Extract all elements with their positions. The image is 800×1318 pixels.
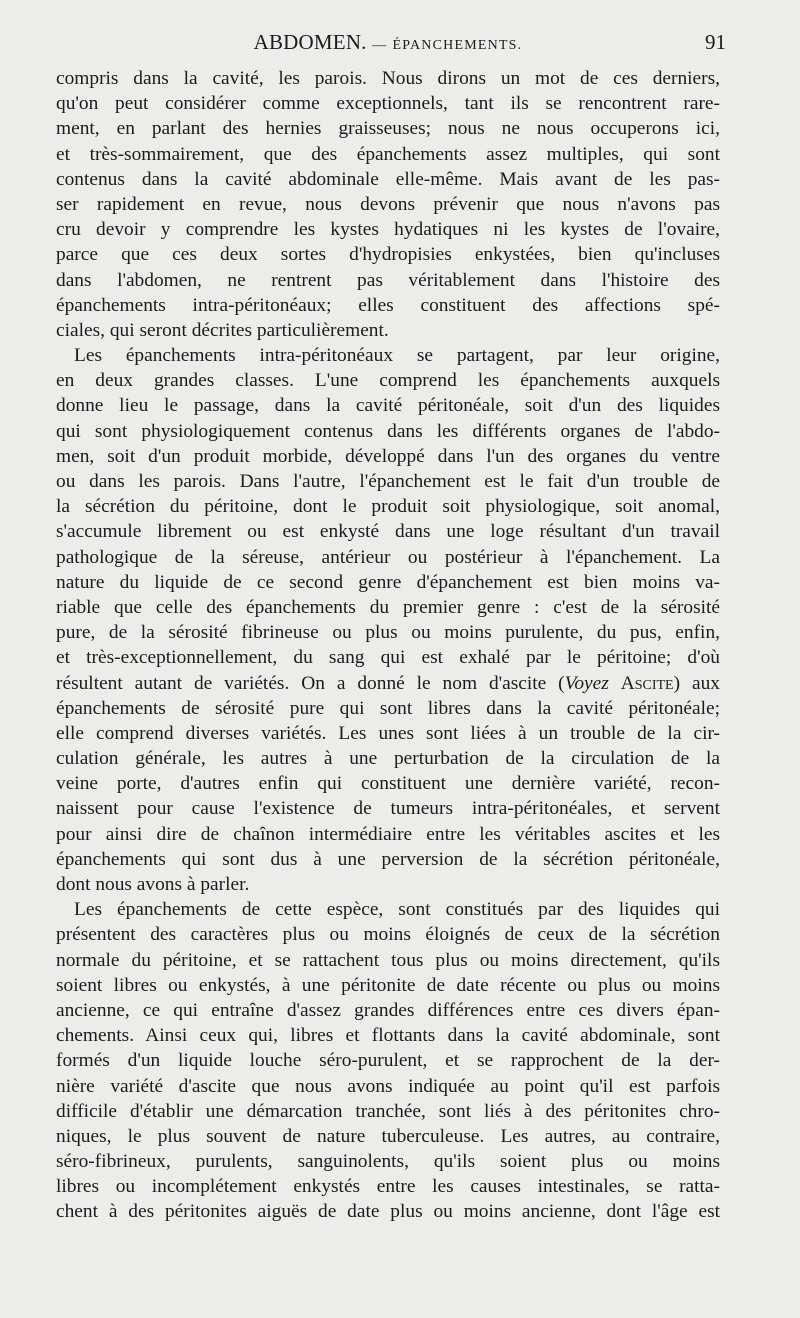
text-line: Les épanchements intra-péritonéaux se partagent, par leur origine, [74,345,720,367]
text-line: niques, le plus souvent de nature tuberculeuse. Les autres, au contraire, [56,1125,720,1147]
text-line: parce que ces deux sortes d'hydropisies enkystées, bien qu'incluses [56,244,720,266]
text-line: difficile d'établir une démarcation tranchée, sont liés à des péritonites chro- [56,1100,720,1122]
text-line: ancienne, ce qui entraîne d'assez grandes différences entre ces divers épan- [56,999,720,1021]
title-sub: ÉPANCHEMENTS. [392,38,523,53]
text-line: pathologique de la séreuse, antérieur ou postérieur à l'épanchement. La [56,546,720,568]
page-number: 91 [705,30,726,54]
text-line: naissent pour cause l'existence de tumeurs intra-péritonéales, et servent [56,798,720,820]
text-line: dont nous avons à parler. [56,874,250,895]
text-line: pour ainsi dire de chaînon intermédiaire entre les véritables ascites et les [56,823,720,845]
text-line: donne lieu le passage, dans la cavité péritonéale, soit d'un des liquides [56,395,720,417]
running-title [56,30,720,55]
title-dash: — [372,38,388,53]
text-line: Les épanchements de cette espèce, sont constitués par des liquides qui [74,899,720,921]
text-line: séro-fibrineux, purulents, sanguinolents, qu'ils soient plus ou moins [56,1151,720,1173]
text-line: résultent autant de variétés. On a donné le nom d'ascite (Voyez Ascite) aux [56,672,720,694]
text-line: men, soit d'un produit morbide, développé dans l'un des organes du ventre [56,445,720,467]
paragraph [56,66,720,343]
text-line: qu'on peut considérer comme exceptionnels, tant ils se rencontrent rare- [56,93,720,115]
text-line: épanchements intra-péritonéaux; elles constituent des affections spé- [56,294,720,316]
text-line: cru devoir y comprendre les kystes hydatiques ni les kystes de l'ovaire, [56,219,720,241]
text-line: normale du péritoine, et se rattachent tous plus ou moins directement, qu'ils [56,949,720,971]
text-line: présentent des caractères plus ou moins éloignés de ceux de la sécrétion [56,924,720,946]
text-line: la sécrétion du péritoine, dont le produit soit physiologique, soit anomal, [56,496,720,518]
text-line: chements. Ainsi ceux qui, libres et flottants dans la cavité abdominale, sont [56,1025,720,1047]
body-text [56,66,720,1225]
text-line: pure, de la sérosité fibrineuse ou plus ou moins purulente, du pus, enfin, [56,622,720,644]
text-line: chent à des péritonites aiguës de date plus ou moins ancienne, dont l'âge est [56,1201,720,1223]
text-line: dans l'abdomen, ne rentrent pas véritablement dans l'histoire des [56,269,720,291]
text-line: libres ou incomplétement enkystés entre les causes intestinales, se ratta- [56,1176,720,1198]
text-line: qui sont physiologiquement contenus dans les différents organes de l'abdo- [56,420,720,442]
paragraph [56,343,720,897]
text-line: ou dans les parois. Dans l'autre, l'épanchement est le fait d'un trouble de [56,471,720,492]
paragraph [56,897,720,1224]
text-line: s'accumule librement ou est enkysté dans une loge résultant d'un travail [56,521,720,543]
text-line: ment, en parlant des hernies graisseuses; nous ne nous occuperons ici, [56,118,720,140]
text-line: riable que celle des épanchements du premier genre : c'est de la sérosité [56,596,720,618]
text-line: nière variété d'ascite que nous avons indiquée au point qu'il est parfois [56,1075,720,1097]
text-line: compris dans la cavité, les parois. Nous dirons un mot de ces derniers, [56,68,720,89]
text-line: et très-exceptionnellement, du sang qui est exhalé par le péritoine; d'où [56,647,720,669]
text-line: épanchements qui sont dus à une perversion de la sécrétion péritonéale, [56,848,720,870]
text-line: épanchements de sérosité pure qui sont libres dans la cavité péritonéale; [56,697,720,719]
text-line: ciales, qui seront décrites particulièrement. [56,319,389,341]
text-line: culation générale, les autres à une perturbation de la circulation de la [56,748,720,770]
text-line: soient libres ou enkystés, à une péritonite de date récente ou plus ou moins [56,974,720,996]
text-line: ser rapidement en revue, nous devons prévenir que nous n'avons pas [56,193,720,215]
text-line: elle comprend diverses variétés. Les unes sont liées à un trouble de la cir- [56,722,720,744]
running-header [56,30,726,60]
text-line: contenus dans la cavité abdominale elle-même. Mais avant de les pas- [56,168,720,190]
text-line: formés d'un liquide louche séro-purulent, et se rapprochent de la der- [56,1050,720,1072]
text-line: veine porte, d'autres enfin qui constituent une dernière variété, recon- [56,773,720,795]
text-line: nature du liquide de ce second genre d'épanchement est bien moins va- [56,571,720,593]
text-line: et très-sommairement, que des épanchements assez multiples, qui sont [56,143,720,165]
title-main: ABDOMEN. [253,30,367,54]
text-line: en deux grandes classes. L'une comprend les épanchements auxquels [56,370,720,392]
